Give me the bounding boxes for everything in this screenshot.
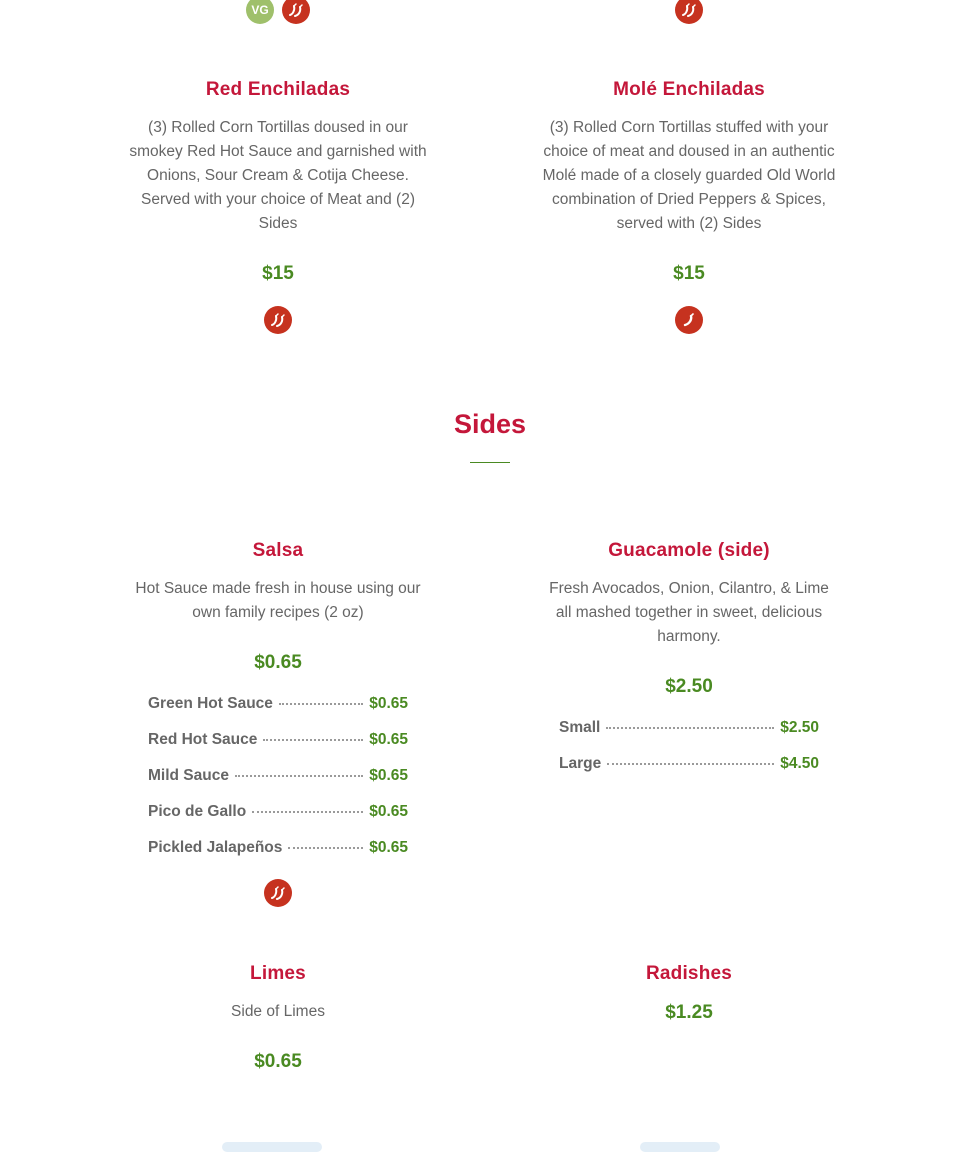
item-description: (3) Rolled Corn Tortillas doused in our smokey Red Hot Sauce and garnished with Onions, Sour Cream & Cotija Cheese. Served with your choice of Meat and (2) Sides xyxy=(129,119,427,232)
item-price: $0.65 xyxy=(254,652,302,673)
dot-leader xyxy=(279,703,363,705)
option-row xyxy=(148,695,408,713)
item-price: $0.65 xyxy=(254,1051,302,1072)
option-row xyxy=(559,719,819,737)
dot-leader xyxy=(263,739,363,741)
item-price: $15 xyxy=(262,263,294,284)
item-title: Guacamole (side) xyxy=(608,540,770,561)
dot-leader xyxy=(252,811,363,813)
item-description: Hot Sauce made fresh in house using our own family recipes (2 oz) xyxy=(135,580,421,621)
item-description: Side of Limes xyxy=(231,1003,325,1020)
two-peppers-icon xyxy=(264,306,292,334)
section-title-sides: Sides xyxy=(453,409,527,439)
option-name: Pickled Jalapeños xyxy=(148,839,283,856)
option-price: $0.65 xyxy=(369,839,408,856)
option-name: Mild Sauce xyxy=(148,767,229,784)
item-price: $15 xyxy=(673,263,705,284)
option-price: $0.65 xyxy=(369,803,408,820)
vegan-icon xyxy=(246,0,274,24)
cutoff-image-placeholder xyxy=(640,1142,720,1152)
item-price: $1.25 xyxy=(665,1002,713,1023)
option-price: $2.50 xyxy=(780,719,819,736)
dot-leader xyxy=(607,763,774,765)
option-name: Large xyxy=(559,755,602,772)
option-name: Pico de Gallo xyxy=(148,803,247,820)
option-name: Green Hot Sauce xyxy=(148,695,273,712)
two-peppers-icon xyxy=(675,0,703,24)
dot-leader xyxy=(235,775,363,777)
cutoff-image-placeholder xyxy=(222,1142,322,1152)
option-price: $0.65 xyxy=(369,767,408,784)
option-row xyxy=(559,755,819,773)
section-divider xyxy=(470,462,510,463)
option-name: Red Hot Sauce xyxy=(148,731,258,748)
item-title: Limes xyxy=(250,963,306,984)
vegan-icon-label: VG xyxy=(251,3,269,17)
option-price: $4.50 xyxy=(780,755,819,772)
option-price: $0.65 xyxy=(369,731,408,748)
option-row xyxy=(148,767,408,785)
item-description: (3) Rolled Corn Tortillas stuffed with your choice of meat and doused in an authentic Molé made of a closely guarded Old World combination of Dried Peppers & Spices, served with (2) Sides xyxy=(542,119,836,232)
item-title: Radishes xyxy=(645,963,733,984)
dot-leader xyxy=(606,727,774,729)
option-row xyxy=(148,731,408,749)
two-peppers-icon xyxy=(282,0,310,24)
option-name: Small xyxy=(559,719,601,736)
option-row xyxy=(148,803,408,821)
two-peppers-icon xyxy=(264,879,292,907)
item-title: Molé Enchiladas xyxy=(613,79,765,100)
dot-leader xyxy=(288,847,363,849)
item-price: $2.50 xyxy=(665,676,713,697)
one-pepper-icon xyxy=(675,306,703,334)
item-title: Salsa xyxy=(252,540,304,561)
option-price: $0.65 xyxy=(369,695,408,712)
item-description: Fresh Avocados, Onion, Cilantro, & Lime all mashed together in sweet, delicious harmony. xyxy=(549,580,829,645)
option-row xyxy=(148,839,408,857)
item-title: Red Enchiladas xyxy=(205,79,351,100)
